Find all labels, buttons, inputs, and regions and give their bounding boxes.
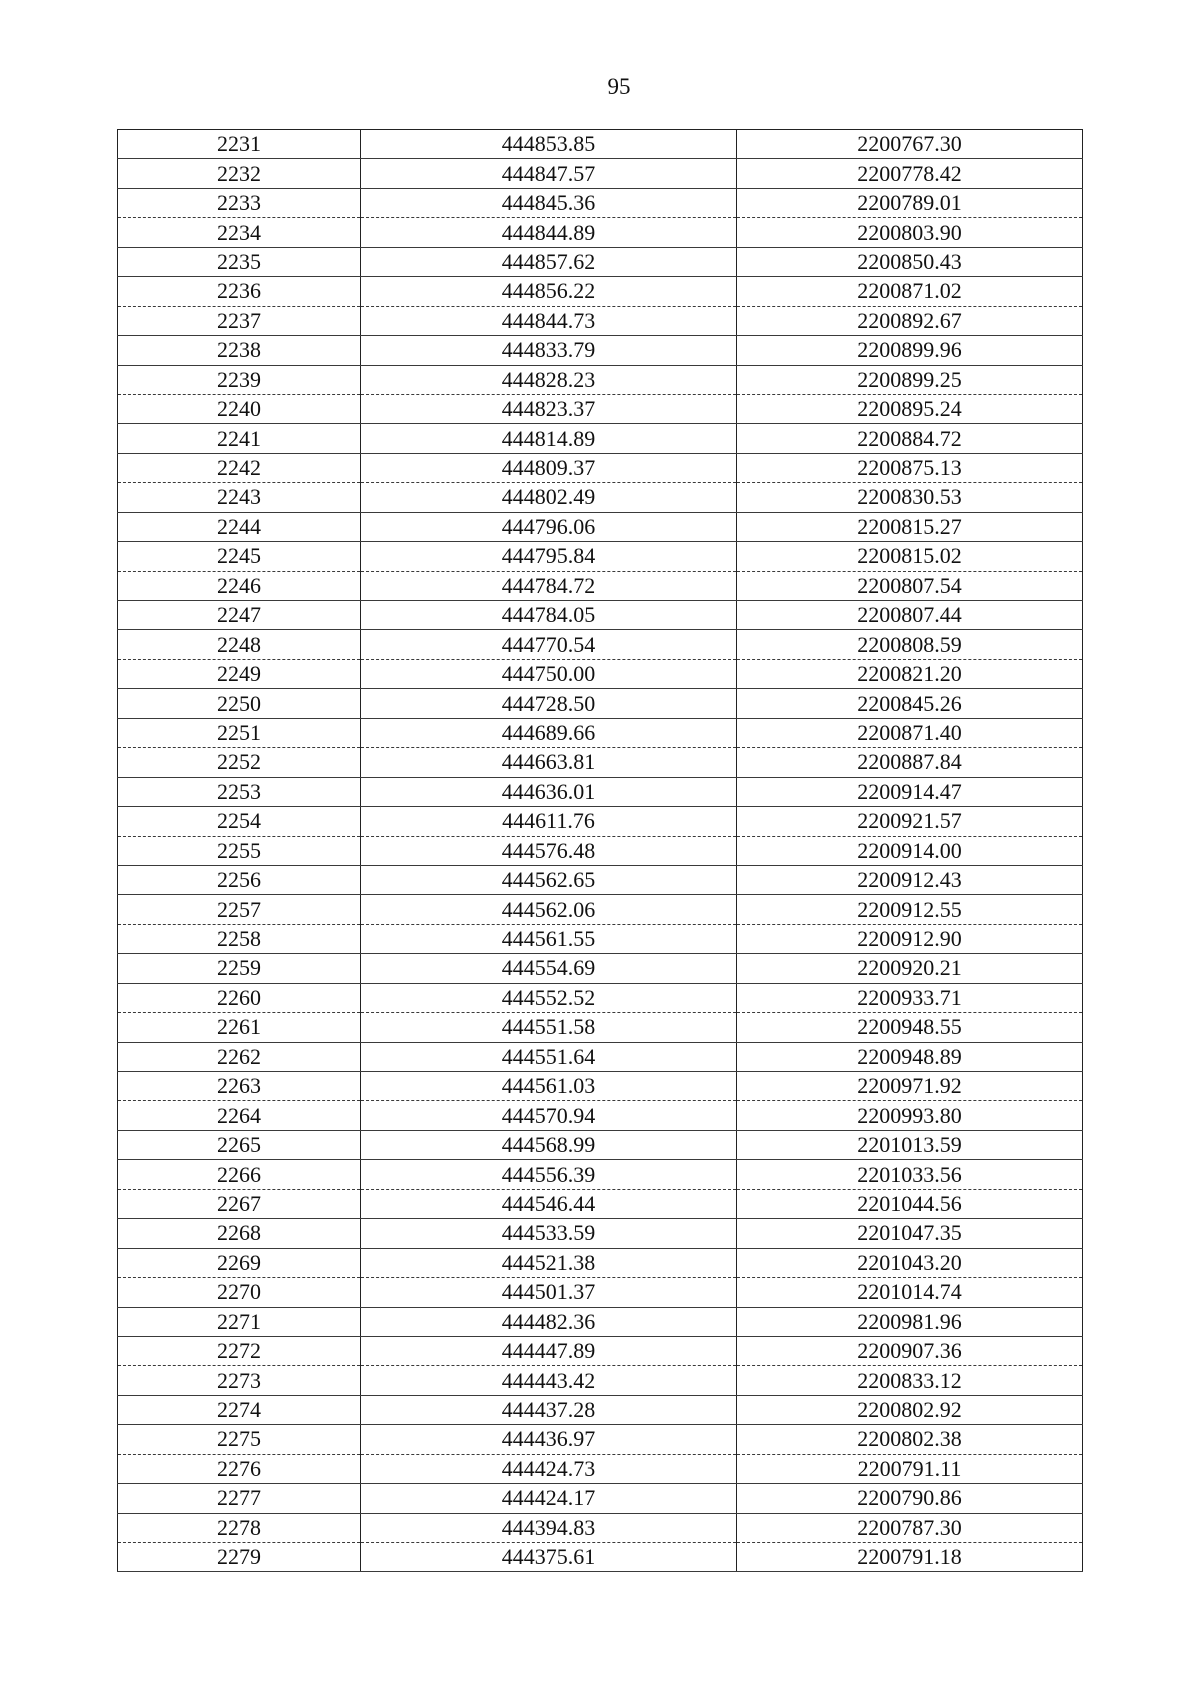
table-row xyxy=(118,777,1083,806)
point-number-cell: 2269 xyxy=(118,1248,361,1277)
x-coordinate-cell: 444833.79 xyxy=(361,336,737,365)
point-number-cell: 2266 xyxy=(118,1160,361,1189)
y-coordinate-cell: 2200887.84 xyxy=(737,748,1083,777)
y-coordinate-cell: 2200871.40 xyxy=(737,718,1083,747)
x-coordinate-cell: 444663.81 xyxy=(361,748,737,777)
x-coordinate-cell: 444394.83 xyxy=(361,1513,737,1542)
x-coordinate-cell: 444857.62 xyxy=(361,247,737,276)
point-number-cell: 2246 xyxy=(118,571,361,600)
table-row xyxy=(118,1454,1083,1483)
table-row xyxy=(118,1101,1083,1130)
x-coordinate-cell: 444847.57 xyxy=(361,159,737,188)
y-coordinate-cell: 2200808.59 xyxy=(737,630,1083,659)
x-coordinate-cell: 444568.99 xyxy=(361,1130,737,1159)
y-coordinate-cell: 2200807.54 xyxy=(737,571,1083,600)
x-coordinate-cell: 444802.49 xyxy=(361,483,737,512)
y-coordinate-cell: 2200899.96 xyxy=(737,336,1083,365)
point-number-cell: 2237 xyxy=(118,306,361,335)
x-coordinate-cell: 444443.42 xyxy=(361,1366,737,1395)
y-coordinate-cell: 2200920.21 xyxy=(737,954,1083,983)
table-row xyxy=(118,1042,1083,1071)
x-coordinate-cell: 444636.01 xyxy=(361,777,737,806)
table-row xyxy=(118,1219,1083,1248)
x-coordinate-cell: 444814.89 xyxy=(361,424,737,453)
point-number-cell: 2242 xyxy=(118,453,361,482)
y-coordinate-cell: 2201014.74 xyxy=(737,1278,1083,1307)
point-number-cell: 2262 xyxy=(118,1042,361,1071)
y-coordinate-cell: 2200899.25 xyxy=(737,365,1083,394)
point-number-cell: 2251 xyxy=(118,718,361,747)
point-number-cell: 2273 xyxy=(118,1366,361,1395)
point-number-cell: 2255 xyxy=(118,836,361,865)
table-row xyxy=(118,394,1083,423)
table-row xyxy=(118,748,1083,777)
table-row xyxy=(118,1130,1083,1159)
table-row xyxy=(118,542,1083,571)
x-coordinate-cell: 444562.65 xyxy=(361,865,737,894)
x-coordinate-cell: 444521.38 xyxy=(361,1248,737,1277)
point-number-cell: 2235 xyxy=(118,247,361,276)
x-coordinate-cell: 444436.97 xyxy=(361,1425,737,1454)
x-coordinate-cell: 444611.76 xyxy=(361,807,737,836)
table-row xyxy=(118,1307,1083,1336)
y-coordinate-cell: 2200790.86 xyxy=(737,1484,1083,1513)
y-coordinate-cell: 2200802.92 xyxy=(737,1395,1083,1424)
table-row xyxy=(118,247,1083,276)
x-coordinate-cell: 444784.05 xyxy=(361,601,737,630)
y-coordinate-cell: 2200981.96 xyxy=(737,1307,1083,1336)
y-coordinate-cell: 2200933.71 xyxy=(737,983,1083,1012)
y-coordinate-cell: 2200921.57 xyxy=(737,807,1083,836)
x-coordinate-cell: 444501.37 xyxy=(361,1278,737,1307)
point-number-cell: 2265 xyxy=(118,1130,361,1159)
point-number-cell: 2238 xyxy=(118,336,361,365)
y-coordinate-cell: 2200912.43 xyxy=(737,865,1083,894)
y-coordinate-cell: 2200912.90 xyxy=(737,924,1083,953)
y-coordinate-cell: 2200895.24 xyxy=(737,394,1083,423)
table-row xyxy=(118,1513,1083,1542)
y-coordinate-cell: 2201044.56 xyxy=(737,1189,1083,1218)
y-coordinate-cell: 2200767.30 xyxy=(737,130,1083,159)
point-number-cell: 2263 xyxy=(118,1072,361,1101)
point-number-cell: 2258 xyxy=(118,924,361,953)
point-number-cell: 2250 xyxy=(118,689,361,718)
table-row xyxy=(118,630,1083,659)
y-coordinate-cell: 2201047.35 xyxy=(737,1219,1083,1248)
table-row xyxy=(118,365,1083,394)
x-coordinate-cell: 444795.84 xyxy=(361,542,737,571)
table-row xyxy=(118,571,1083,600)
y-coordinate-cell: 2200815.02 xyxy=(737,542,1083,571)
y-coordinate-cell: 2200914.00 xyxy=(737,836,1083,865)
point-number-cell: 2239 xyxy=(118,365,361,394)
y-coordinate-cell: 2200948.89 xyxy=(737,1042,1083,1071)
x-coordinate-cell: 444554.69 xyxy=(361,954,737,983)
y-coordinate-cell: 2200833.12 xyxy=(737,1366,1083,1395)
x-coordinate-cell: 444424.73 xyxy=(361,1454,737,1483)
point-number-cell: 2247 xyxy=(118,601,361,630)
point-number-cell: 2267 xyxy=(118,1189,361,1218)
point-number-cell: 2245 xyxy=(118,542,361,571)
x-coordinate-cell: 444856.22 xyxy=(361,277,737,306)
y-coordinate-cell: 2200789.01 xyxy=(737,188,1083,217)
point-number-cell: 2234 xyxy=(118,218,361,247)
coordinate-table-body xyxy=(118,130,1083,1572)
y-coordinate-cell: 2200993.80 xyxy=(737,1101,1083,1130)
y-coordinate-cell: 2200912.55 xyxy=(737,895,1083,924)
table-row xyxy=(118,277,1083,306)
x-coordinate-cell: 444551.58 xyxy=(361,1013,737,1042)
x-coordinate-cell: 444556.39 xyxy=(361,1160,737,1189)
x-coordinate-cell: 444844.89 xyxy=(361,218,737,247)
x-coordinate-cell: 444570.94 xyxy=(361,1101,737,1130)
x-coordinate-cell: 444562.06 xyxy=(361,895,737,924)
table-row xyxy=(118,306,1083,335)
point-number-cell: 2256 xyxy=(118,865,361,894)
point-number-cell: 2257 xyxy=(118,895,361,924)
table-row xyxy=(118,1366,1083,1395)
point-number-cell: 2271 xyxy=(118,1307,361,1336)
x-coordinate-cell: 444828.23 xyxy=(361,365,737,394)
x-coordinate-cell: 444796.06 xyxy=(361,512,737,541)
point-number-cell: 2240 xyxy=(118,394,361,423)
x-coordinate-cell: 444546.44 xyxy=(361,1189,737,1218)
point-number-cell: 2233 xyxy=(118,188,361,217)
point-number-cell: 2236 xyxy=(118,277,361,306)
table-row xyxy=(118,1189,1083,1218)
table-row xyxy=(118,1395,1083,1424)
table-row xyxy=(118,718,1083,747)
y-coordinate-cell: 2200815.27 xyxy=(737,512,1083,541)
y-coordinate-cell: 2200830.53 xyxy=(737,483,1083,512)
y-coordinate-cell: 2200807.44 xyxy=(737,601,1083,630)
table-row xyxy=(118,1160,1083,1189)
point-number-cell: 2277 xyxy=(118,1484,361,1513)
x-coordinate-cell: 444437.28 xyxy=(361,1395,737,1424)
point-number-cell: 2249 xyxy=(118,659,361,688)
point-number-cell: 2279 xyxy=(118,1543,361,1572)
table-row xyxy=(118,836,1083,865)
x-coordinate-cell: 444424.17 xyxy=(361,1484,737,1513)
table-row xyxy=(118,1013,1083,1042)
x-coordinate-cell: 444561.55 xyxy=(361,924,737,953)
table-row xyxy=(118,130,1083,159)
table-row xyxy=(118,424,1083,453)
x-coordinate-cell: 444576.48 xyxy=(361,836,737,865)
table-row xyxy=(118,1484,1083,1513)
y-coordinate-cell: 2200871.02 xyxy=(737,277,1083,306)
point-number-cell: 2268 xyxy=(118,1219,361,1248)
table-row xyxy=(118,483,1083,512)
table-row xyxy=(118,453,1083,482)
y-coordinate-cell: 2200875.13 xyxy=(737,453,1083,482)
y-coordinate-cell: 2200778.42 xyxy=(737,159,1083,188)
y-coordinate-cell: 2200821.20 xyxy=(737,659,1083,688)
y-coordinate-cell: 2200914.47 xyxy=(737,777,1083,806)
table-row xyxy=(118,865,1083,894)
table-row xyxy=(118,601,1083,630)
y-coordinate-cell: 2200791.18 xyxy=(737,1543,1083,1572)
x-coordinate-cell: 444482.36 xyxy=(361,1307,737,1336)
table-row xyxy=(118,1425,1083,1454)
point-number-cell: 2270 xyxy=(118,1278,361,1307)
y-coordinate-cell: 2201013.59 xyxy=(737,1130,1083,1159)
x-coordinate-cell: 444561.03 xyxy=(361,1072,737,1101)
table-row xyxy=(118,954,1083,983)
x-coordinate-cell: 444728.50 xyxy=(361,689,737,718)
y-coordinate-cell: 2200971.92 xyxy=(737,1072,1083,1101)
x-coordinate-cell: 444823.37 xyxy=(361,394,737,423)
y-coordinate-cell: 2200845.26 xyxy=(737,689,1083,718)
point-number-cell: 2252 xyxy=(118,748,361,777)
x-coordinate-cell: 444533.59 xyxy=(361,1219,737,1248)
table-row xyxy=(118,1543,1083,1572)
page-number: 95 xyxy=(607,74,631,99)
y-coordinate-cell: 2200803.90 xyxy=(737,218,1083,247)
table-row xyxy=(118,924,1083,953)
y-coordinate-cell: 2200787.30 xyxy=(737,1513,1083,1542)
point-number-cell: 2248 xyxy=(118,630,361,659)
table-row xyxy=(118,807,1083,836)
point-number-cell: 2259 xyxy=(118,954,361,983)
y-coordinate-cell: 2201033.56 xyxy=(737,1160,1083,1189)
point-number-cell: 2276 xyxy=(118,1454,361,1483)
y-coordinate-cell: 2201043.20 xyxy=(737,1248,1083,1277)
table-row xyxy=(118,689,1083,718)
point-number-cell: 2244 xyxy=(118,512,361,541)
x-coordinate-cell: 444845.36 xyxy=(361,188,737,217)
x-coordinate-cell: 444375.61 xyxy=(361,1543,737,1572)
y-coordinate-cell: 2200892.67 xyxy=(737,306,1083,335)
x-coordinate-cell: 444809.37 xyxy=(361,453,737,482)
point-number-cell: 2232 xyxy=(118,159,361,188)
point-number-cell: 2254 xyxy=(118,807,361,836)
x-coordinate-cell: 444844.73 xyxy=(361,306,737,335)
point-number-cell: 2264 xyxy=(118,1101,361,1130)
point-number-cell: 2274 xyxy=(118,1395,361,1424)
table-row xyxy=(118,159,1083,188)
point-number-cell: 2231 xyxy=(118,130,361,159)
x-coordinate-cell: 444552.52 xyxy=(361,983,737,1012)
x-coordinate-cell: 444853.85 xyxy=(361,130,737,159)
y-coordinate-cell: 2200948.55 xyxy=(737,1013,1083,1042)
y-coordinate-cell: 2200850.43 xyxy=(737,247,1083,276)
x-coordinate-cell: 444551.64 xyxy=(361,1042,737,1071)
table-row xyxy=(118,188,1083,217)
point-number-cell: 2253 xyxy=(118,777,361,806)
point-number-cell: 2261 xyxy=(118,1013,361,1042)
point-number-cell: 2278 xyxy=(118,1513,361,1542)
table-row xyxy=(118,1248,1083,1277)
x-coordinate-cell: 444750.00 xyxy=(361,659,737,688)
table-row xyxy=(118,218,1083,247)
table-row xyxy=(118,1336,1083,1365)
table-row xyxy=(118,659,1083,688)
y-coordinate-cell: 2200884.72 xyxy=(737,424,1083,453)
x-coordinate-cell: 444689.66 xyxy=(361,718,737,747)
point-number-cell: 2241 xyxy=(118,424,361,453)
table-row xyxy=(118,336,1083,365)
coordinate-table xyxy=(117,129,1083,1572)
x-coordinate-cell: 444784.72 xyxy=(361,571,737,600)
table-row xyxy=(118,983,1083,1012)
point-number-cell: 2260 xyxy=(118,983,361,1012)
point-number-cell: 2275 xyxy=(118,1425,361,1454)
table-row xyxy=(118,1278,1083,1307)
table-row xyxy=(118,895,1083,924)
x-coordinate-cell: 444770.54 xyxy=(361,630,737,659)
y-coordinate-cell: 2200907.36 xyxy=(737,1336,1083,1365)
y-coordinate-cell: 2200802.38 xyxy=(737,1425,1083,1454)
x-coordinate-cell: 444447.89 xyxy=(361,1336,737,1365)
table-row xyxy=(118,512,1083,541)
y-coordinate-cell: 2200791.11 xyxy=(737,1454,1083,1483)
point-number-cell: 2243 xyxy=(118,483,361,512)
table-row xyxy=(118,1072,1083,1101)
point-number-cell: 2272 xyxy=(118,1336,361,1365)
